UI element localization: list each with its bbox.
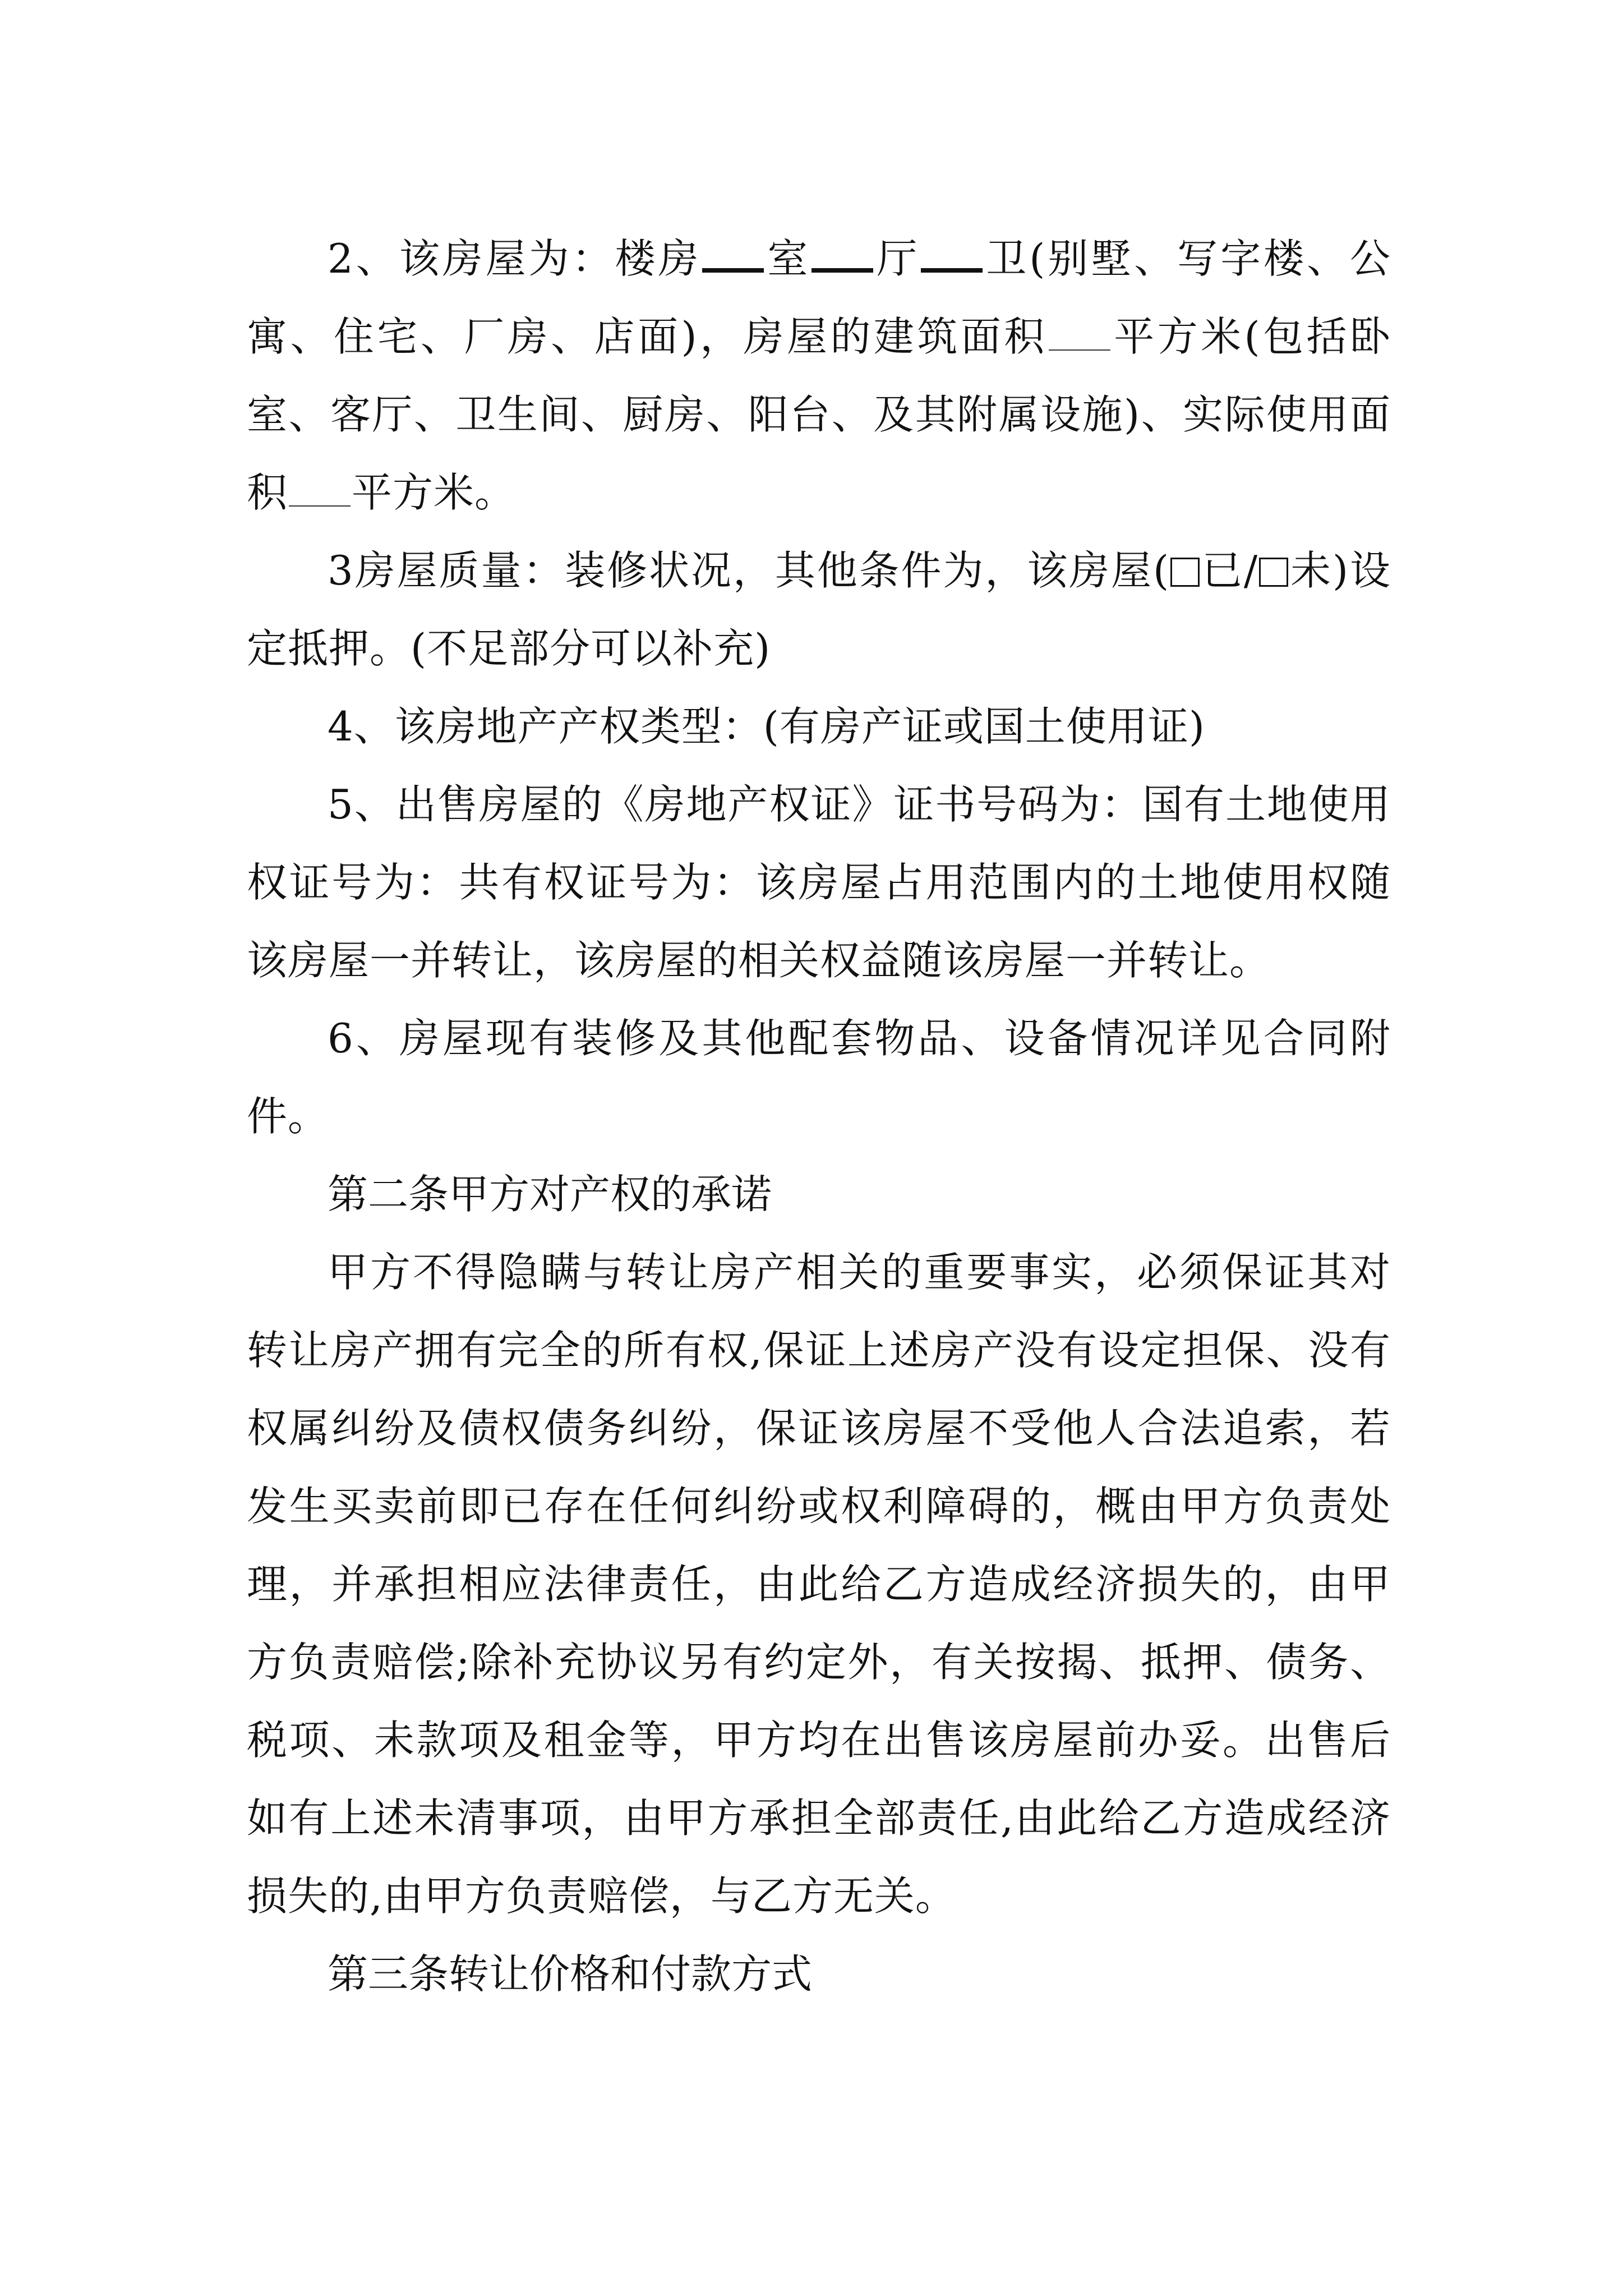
clause-2-text-b: 室 (765, 235, 811, 282)
clause-3 (247, 532, 1391, 688)
document-body (247, 220, 1391, 2013)
article-2-body: 甲方不得隐瞒与转让房产相关的重要事实，必须保证其对转让房产拥有完全的所有权,保证上述房产没有设定担保、没有权属纠纷及债权债务纠纷，保证该房屋不受他人合法追索，若发生买卖前即已存在任何纠纷或权利障碍的，概由甲方负责处理，并承担相应法律责任，由此给乙方造成经济损失的，由甲方负责赔偿;除补充协议另有约定外，有关按揭、抵押、债务、税项、未款项及租金等，甲方均在出售该房屋前办妥。出售后如有上述未清事项，由甲方承担全部责任,由此给乙方造成经济损失的,由甲方负责赔偿，与乙方无关。 (247, 1249, 1391, 1920)
clause-2-text-c: 厅 (874, 235, 920, 282)
clause-4: 4、该房地产产权类型：(有房产证或国土使用证) (328, 703, 1205, 750)
clause-2-text-e: 平方米(包括卧室、客厅、卫生间、厨房、阳台、及其附属设施)、实际使用面积 (247, 313, 1391, 516)
article-2-title: 第二条甲方对产权的承诺 (328, 1171, 772, 1218)
blank-building-area (1049, 349, 1110, 351)
checkbox-mortgaged (1170, 558, 1200, 587)
clause-2-text-f: 平方米。 (352, 469, 516, 516)
clause-2-text-d: 卫(别墅、写字楼、公寓、住宅、厂房、店面)，房屋的建筑面积 (247, 235, 1391, 360)
blank-halls (811, 268, 873, 273)
clause-6: 6、房屋现有装修及其他配套物品、设备情况详见合同附件。 (247, 1015, 1391, 1140)
clause-5: 5、出售房屋的《房地产权证》证书号码为：国有土地使用权证号为：共有权证号为：该房屋占用范围内的土地使用权随该房屋一并转让，该房屋的相关权益随该房屋一并转让。 (247, 781, 1391, 984)
clause-3-text-b: 已/ (1201, 547, 1258, 594)
checkbox-not-mortgaged (1259, 558, 1288, 587)
clause-3-text-c: 未)设定抵押。(不足部分可以补充) (247, 547, 1391, 672)
clause-3-text-a: 3房屋质量：装修状况，其他条件为，该房屋( (328, 547, 1170, 594)
blank-usable-area (289, 505, 351, 507)
blank-baths (921, 268, 983, 273)
clause-2-text-a: 2、该房屋为：楼房 (328, 235, 702, 282)
blank-rooms (702, 268, 764, 273)
article-3-title: 第三条转让价格和付款方式 (328, 1950, 813, 1998)
clause-2 (247, 220, 1391, 532)
